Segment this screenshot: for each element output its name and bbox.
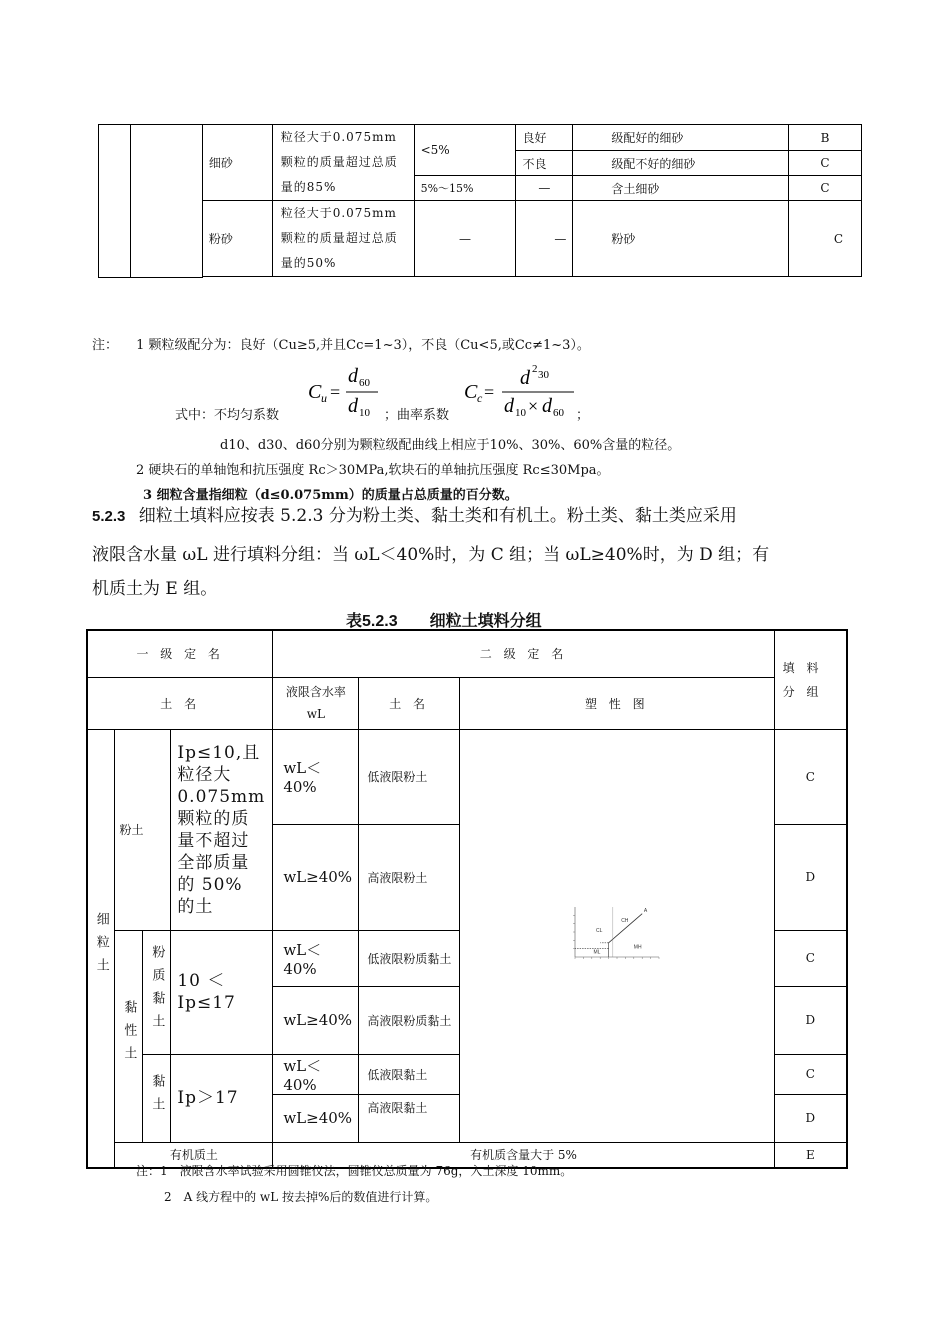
criteria-silty-sand: 粒径大于0.075mm颗粒的质量超过总质量的50% (272, 201, 414, 277)
organic-desc: 有机质含量大于 5% (273, 1142, 774, 1168)
cu-den: d (348, 395, 358, 417)
plasticity-chart-cell (459, 729, 774, 1142)
grading-cell: — (516, 176, 573, 201)
desc-cell: 级配不好的细砂 (573, 151, 789, 176)
cu-sub: u (321, 391, 327, 405)
wl-cell: wL＜40% (273, 1054, 359, 1094)
soil-name-cell: 低液限黏土 (359, 1054, 460, 1094)
cc-formula (462, 358, 582, 422)
grading-cell: 良好 (516, 125, 573, 151)
silt-name: 粉土 (115, 729, 171, 930)
cond-cell: — (414, 201, 516, 277)
silty-clay-name: 粉质黏土 (143, 930, 171, 1054)
header-level2: 二 级 定 名 (273, 630, 774, 677)
equals: = (330, 382, 341, 402)
group-cell: D (774, 1094, 847, 1142)
clay-criteria: Ip＞17 (171, 1054, 273, 1142)
cc-num-sup: 2 (532, 363, 538, 375)
chart-annotation: CL (595, 928, 603, 934)
blank-cell (130, 125, 202, 278)
grading-cell: 不良 (516, 151, 573, 176)
desc-cell: 级配好的细砂 (573, 125, 789, 151)
cc-num: d (520, 367, 530, 389)
group-cell: D (774, 824, 847, 930)
header-soil-name-2: 土 名 (359, 677, 460, 729)
cc-num-sub: 30 (538, 369, 549, 381)
table2-note-1: 注：1 液限含水率试验采用圆锥仪法，圆锥仪总质量为 76g，入土深度 10mm。 (136, 1164, 573, 1178)
chart-annotation: A (643, 908, 648, 914)
desc-cell: 粉砂 (573, 201, 789, 277)
header-plasticity: 塑 性 图 (459, 677, 774, 729)
soil-name-cell: 低液限粉土 (359, 729, 460, 824)
cc-lhs: C (464, 381, 478, 403)
equals: = (484, 382, 495, 402)
header-level1: 一 级 定 名 (87, 630, 273, 677)
wl-cell: wL≥40% (273, 1094, 359, 1142)
times: × (528, 396, 539, 416)
section-line-1: 5.2.3 细粒土填料应按表 5.2.3 分为粉土类、黏土类和有机土。粉土类、黏土类应采用 (92, 506, 737, 526)
grading-cell: — (516, 201, 573, 277)
section-line-3: 机质土为 E 组。 (92, 579, 218, 599)
group-cell: D (774, 986, 847, 1054)
group-cell: C (774, 1054, 847, 1094)
table-caption: 表5.2.3 细粒土填料分组 (346, 613, 542, 630)
fine-soil-table (86, 629, 848, 1169)
group-cell: C (789, 151, 862, 176)
soil-name-cell: 高液限黏土 (359, 1094, 460, 1142)
wl-cell: wL＜40% (273, 930, 359, 986)
chart-annotation: MH (633, 944, 642, 951)
cu-num: d (348, 365, 358, 387)
cu-num-sub: 60 (359, 377, 370, 389)
header-soil-name: 土 名 (87, 677, 273, 729)
group-cell: B (789, 125, 862, 151)
cc-sub: c (477, 391, 483, 405)
cu-lhs: C (308, 381, 322, 403)
plasticity-chart (567, 899, 667, 969)
soil-name-cell: 高液限粉质黏土 (359, 986, 460, 1054)
clay-name: 黏性土 (115, 930, 143, 1142)
organic-name: 有机质土 (115, 1142, 273, 1168)
header-wl: 液限含水率 wL (273, 677, 359, 729)
cc-den-d2: d (542, 395, 552, 417)
soil-name-fine-sand: 细砂 (202, 125, 272, 201)
desc-cell: 含土细砂 (573, 176, 789, 201)
silt-criteria: Ip≤10,且粒径大0.075mm颗粒的质量不超过全部质量的 50% 的土 (171, 729, 273, 930)
chart-annotation: ML (593, 949, 601, 956)
criteria-fine-sand: 粒径大于0.075mm颗粒的质量超过总质量的85% (272, 125, 414, 201)
clay-sub-name: 黏土 (143, 1054, 171, 1142)
cc-den-sub1: 10 (515, 407, 526, 419)
soil-name-cell: 高液限粉土 (359, 824, 460, 930)
note-1: 注： 1 颗粒级配分为：良好（Cu≥5,并且Cc=1~3），不良（Cu<5,或Cc≠1~3）。 (92, 338, 590, 353)
table2-note-2: 2 A 线方程中的 wL 按去掉%后的数值进行计算。 (164, 1190, 438, 1204)
note-1b: d10、d30、d60分别为颗粒级配曲线上相应于10%、30%、60%含量的粒径。 (220, 438, 681, 453)
cu-den-sub: 10 (359, 407, 370, 419)
cc-den-d1: d (504, 395, 514, 417)
cc-den-sub2: 60 (553, 407, 564, 419)
group-cell: C (789, 201, 862, 277)
chart-annotation: CH (620, 918, 629, 924)
wl-cell: wL≥40% (273, 824, 359, 930)
section-number: 5.2.3 (92, 508, 126, 525)
soil-name-silty-sand: 粉砂 (202, 201, 272, 277)
section-line-2: 液限含水量 ωL 进行填料分组：当 ωL＜40%时，为 C 组；当 ωL≥40%时，为 D 组；有 (92, 545, 770, 565)
cond-cell: <5% (414, 125, 516, 176)
category-fine-soil: 细粒土 (87, 729, 115, 1168)
group-cell: C (789, 176, 862, 201)
header-group: 填 料 分 组 (774, 630, 847, 729)
grading-table (98, 124, 862, 278)
cond-cell: 5%～15% (414, 176, 516, 201)
wl-cell: wL＜40% (273, 729, 359, 824)
group-cell: E (774, 1142, 847, 1168)
formula-intro: 式中：不均匀系数 (175, 408, 280, 423)
blank-cell (99, 125, 131, 278)
note-3: 3 细粒含量指细粒（d≤0.075mm）的质量占总质量的百分数。 (143, 488, 518, 503)
group-cell: C (774, 729, 847, 824)
group-cell: C (774, 930, 847, 986)
soil-name-cell: 低液限粉质黏土 (359, 930, 460, 986)
note-2: 2 硬块石的单轴饱和抗压强度 Rc＞30MPa,软块石的单轴抗压强度 Rc≤30Mpa。 (136, 463, 610, 478)
formula-end: ； (576, 408, 590, 423)
cu-formula (306, 362, 386, 422)
silty-clay-criteria: 10 ＜ Ip≤17 (171, 930, 273, 1054)
formula-mid: ；曲率系数 (384, 408, 450, 423)
wl-cell: wL≥40% (273, 986, 359, 1054)
